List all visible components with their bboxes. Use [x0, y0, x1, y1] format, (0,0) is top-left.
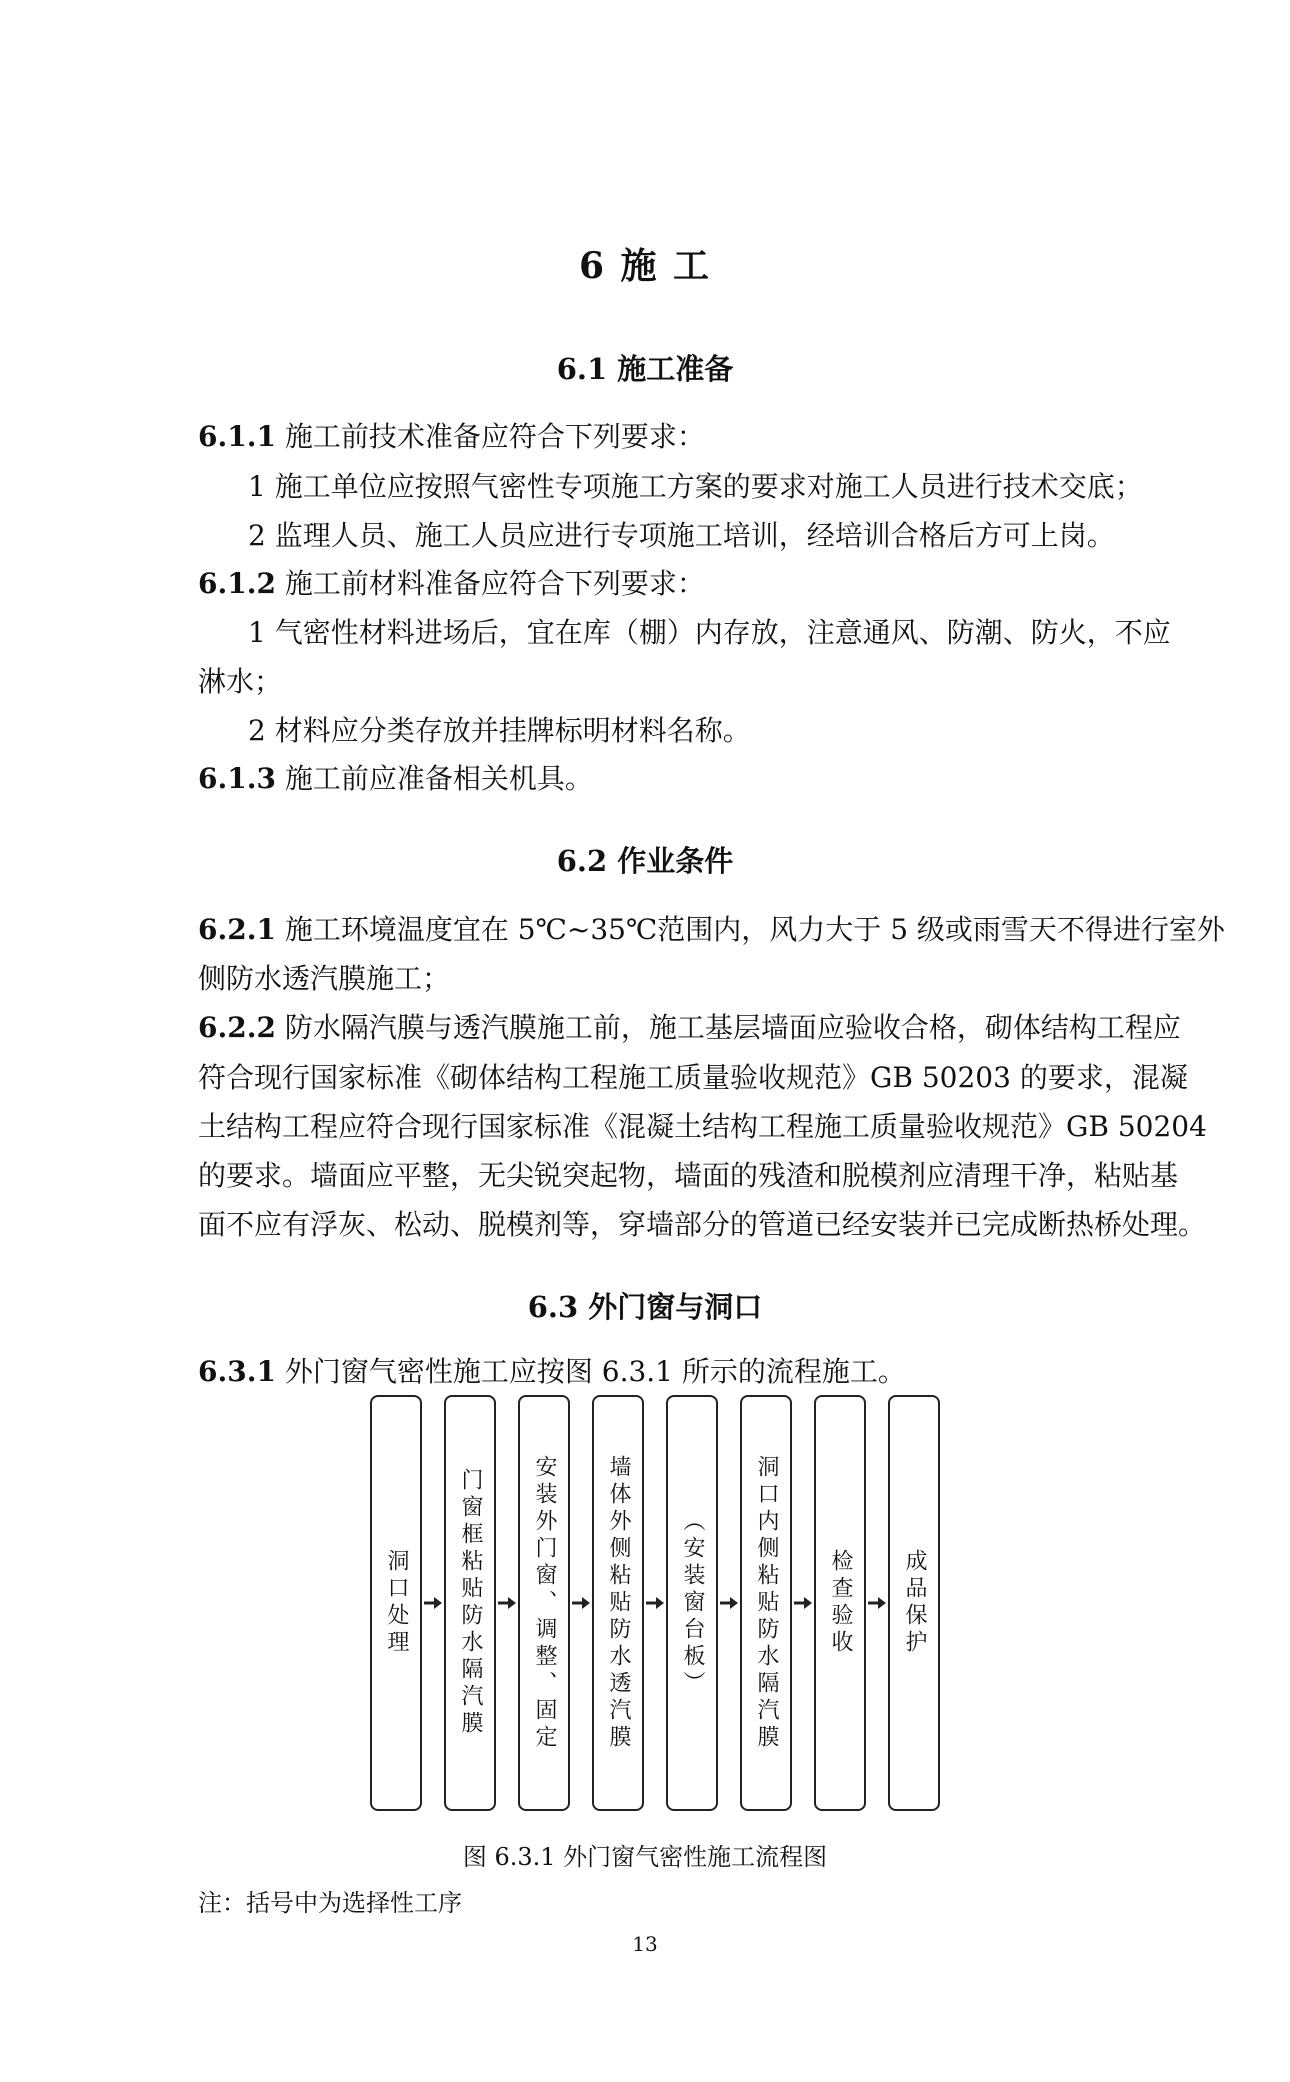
flow-step-label: 洞口内侧粘贴防水隔汽膜: [754, 1454, 779, 1752]
arrow-right-icon: [496, 1595, 518, 1611]
clause-6-1-3: [198, 762, 593, 795]
flow-step-product-protection: [888, 1395, 940, 1811]
clause-text: 施工前技术准备应符合下列要求：: [275, 420, 705, 453]
section-title-6-1: 6.1 施工准备: [556, 352, 734, 386]
clause-text: 外门窗气密性施工应按图 6.3.1 所示的流程施工。: [275, 1355, 906, 1388]
arrow-right-icon: [866, 1595, 888, 1611]
clause-number: 6.1.1: [198, 420, 276, 453]
list-item: 1 气密性材料进场后，宜在库（棚）内存放，注意通风、防潮、防火，不应: [248, 616, 1171, 649]
list-item-continuation: 淋水；: [198, 665, 283, 698]
clause-continuation: 面不应有浮灰、松动、脱模剂等，穿墙部分的管道已经安装并已完成断热桥处理。: [198, 1208, 1207, 1241]
figure-note: 注：括号中为选择性工序: [198, 1889, 462, 1917]
flow-step-label: 检查验收: [828, 1549, 853, 1657]
flow-step-interior-vapor-barrier: [740, 1395, 792, 1811]
list-item: 2 监理人员、施工人员应进行专项施工培训，经培训合格后方可上岗。: [248, 519, 1115, 552]
clause-number: 6.1.3: [198, 762, 276, 795]
clause-6-3-1: [198, 1355, 906, 1388]
flow-step-frame-vapor-barrier: [444, 1395, 496, 1811]
flow-step-exterior-breathable-membrane: [592, 1395, 644, 1811]
flow-step-opening-treatment: [370, 1395, 422, 1811]
clause-6-2-2: [198, 1011, 1181, 1044]
clause-number: 6.2.2: [198, 1011, 276, 1044]
arrow-right-icon: [570, 1595, 592, 1611]
page-number: 13: [632, 1932, 658, 1956]
flow-step-label: （安装窗台板）: [680, 1508, 705, 1698]
clause-continuation: 侧防水透汽膜施工；: [198, 962, 451, 995]
clause-continuation: 的要求。墙面应平整，无尖锐突起物，墙面的残渣和脱模剂应清理干净，粘贴基: [198, 1159, 1179, 1192]
list-item: 2 材料应分类存放并挂牌标明材料名称。: [248, 714, 751, 747]
clause-text: 施工前应准备相关机具。: [275, 762, 593, 795]
clause-6-2-1: [198, 913, 1225, 946]
flowchart: [370, 1395, 944, 1815]
arrow-right-icon: [792, 1595, 814, 1611]
clause-number: 6.3.1: [198, 1355, 276, 1388]
figure-caption: 图 6.3.1 外门窗气密性施工流程图: [462, 1843, 828, 1871]
flow-step-label: 安装外门窗、调整、固定: [532, 1454, 557, 1752]
clause-text: 施工环境温度宜在 5℃~35℃范围内，风力大于 5 级或雨雪天不得进行室外: [275, 913, 1225, 946]
arrow-right-icon: [422, 1595, 444, 1611]
flow-step-install-window: [518, 1395, 570, 1811]
clause-number: 6.1.2: [198, 567, 276, 600]
clause-text: 防水隔汽膜与透汽膜施工前，施工基层墙面应验收合格，砌体结构工程应: [275, 1011, 1181, 1044]
section-title-6-2: 6.2 作业条件: [556, 844, 734, 878]
chapter-title: 6 施 工: [578, 245, 712, 287]
clause-6-1-2: [198, 567, 705, 600]
flow-step-label: 门窗框粘贴防水隔汽膜: [458, 1468, 483, 1738]
flow-step-label: 墙体外侧粘贴防水透汽膜: [606, 1454, 631, 1752]
section-title-6-3: 6.3 外门窗与洞口: [527, 1290, 763, 1324]
clause-6-1-1: [198, 420, 705, 453]
list-item: 1 施工单位应按照气密性专项施工方案的要求对施工人员进行技术交底；: [248, 470, 1143, 503]
flow-step-install-sill-board: [666, 1395, 718, 1811]
clause-text: 施工前材料准备应符合下列要求：: [275, 567, 705, 600]
flow-step-inspection: [814, 1395, 866, 1811]
arrow-right-icon: [718, 1595, 740, 1611]
clause-continuation: 土结构工程应符合现行国家标准《混凝土结构工程施工质量验收规范》GB 50204: [198, 1110, 1207, 1143]
flow-step-label: 成品保护: [902, 1549, 927, 1657]
clause-continuation: 符合现行国家标准《砌体结构工程施工质量验收规范》GB 50203 的要求，混凝: [198, 1061, 1188, 1094]
flow-step-label: 洞口处理: [384, 1549, 409, 1657]
clause-number: 6.2.1: [198, 913, 276, 946]
arrow-right-icon: [644, 1595, 666, 1611]
